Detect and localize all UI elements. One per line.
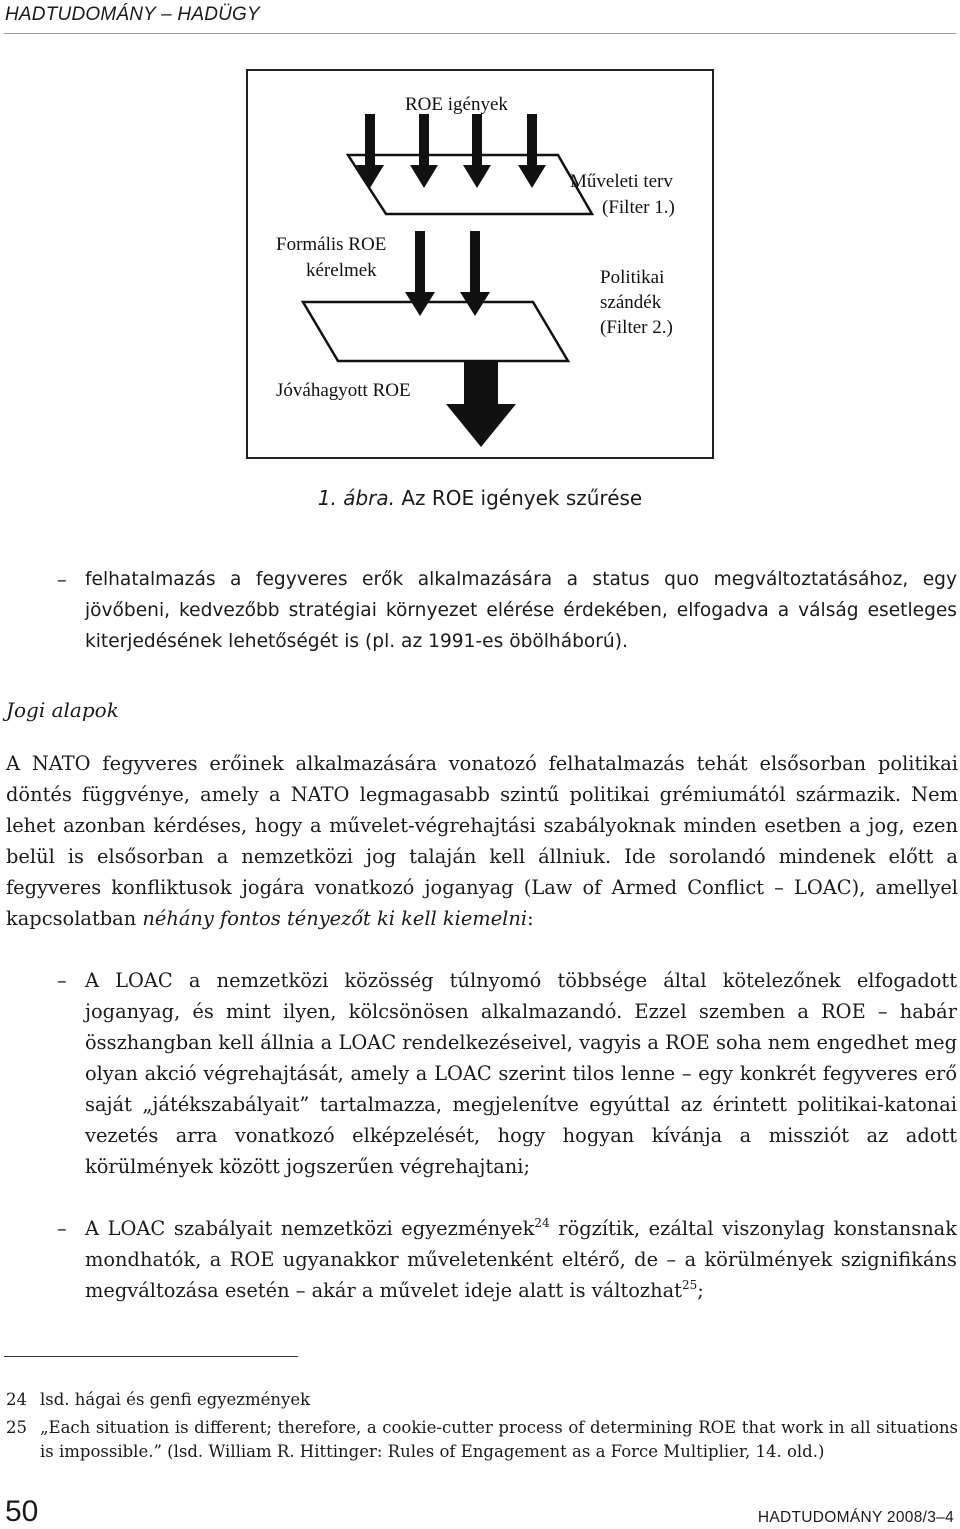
list-item-1: felhatalmazás a fegyveres erők alkalmazására a status quo megváltoztatásához, egy jövőbeni, kedvezőbb stratégiai környezet elérése érdekében, elfogadva a válság esetleges kiterjedésének lehetőségét is (pl. az 1991-es öbölháború). [85, 569, 957, 652]
figure-box [246, 69, 714, 459]
running-head: HADTUDOMÁNY – HADÜGY [5, 4, 260, 25]
label-szandek: szándék [600, 292, 662, 313]
footnote-rule [4, 1356, 298, 1357]
footnote-text: lsd. hágai és genfi egyezmények [40, 1390, 311, 1409]
journal-issue: HADTUDOMÁNY 2008/3–4 [757, 1509, 954, 1526]
item-3-text-a: A LOAC szabályait nemzetközi egyezmények [85, 1217, 535, 1240]
main-paragraph-text: A NATO fegyveres erőinek alkalmazására vonatozó felhatalmazás tehát elsősorban politikai döntés függvénye, amely a NATO legmagasabb szintű politikai grémiumától származik. Nem lehet azonban kérdéses, hogy a művelet-végrehajtási szabályoknak minden esetben a jog, ezen belül is elsősorban a nemzetközi jog talaján kell állniuk. Ide sorolandó mindenek előtt a fegyveres konfliktusok jogára vonatkozó joganyag (Law of Armed Conflict – LOAC), amellyel kapcsolatban [6, 752, 958, 930]
item-3-end: ; [697, 1279, 704, 1302]
label-filter-2: (Filter 2.) [600, 317, 673, 338]
header-rule [4, 33, 956, 34]
page-number: 50 [5, 1495, 39, 1528]
filter-plane-1 [348, 155, 592, 214]
label-formalis-roe: Formális ROE [276, 234, 387, 255]
footnote-number: 25 [6, 1418, 27, 1437]
list-item-3 [85, 1213, 957, 1306]
label-roe-igenyek: ROE igények [405, 94, 508, 115]
footnote-number: 24 [6, 1390, 27, 1409]
footnote-ref-24[interactable]: 24 [534, 1216, 550, 1230]
approved-arrow-icon [446, 361, 516, 447]
footnote-text: „Each situation is different; therefore, a cookie-cutter process of determining ROE that work in all situations is impossible.” (lsd. William R. Hittinger: Rules of Engagement as a Force Multiplier, 14. old.) [40, 1418, 958, 1461]
main-paragraph-emphasis: néhány fontos tényezőt ki kell kiemelni [142, 907, 528, 930]
item-3-text-b: rögzítik, ezáltal viszonylag konstansnak mondhatók, a ROE ugyanakkor műveletenként eltérő, de – a körülmények szignifikáns megváltozása esetén – akár a művelet ideje alatt is változhat [85, 1217, 957, 1302]
filter-plane-2 [303, 302, 568, 361]
list-item-2: A LOAC a nemzetközi közösség túlnyomó többsége által kötelezőnek elfogadott joganyag, és mint ilyen, kölcsönösen alkalmazandó. Ezzel szemben a ROE – habár összhangban kell állnia a LOAC rendelkezéseivel, vagyis a ROE soha nem engedhet meg olyan akció végrehajtását, amely a LOAC szerint tilos lenne – egy konkrét fegyveres erő saját „játékszabályait” tartalmazza, megjelenítve egyúttal az érintett politikai-katonai vezetés arra vonatkozó elképzelését, hogy hogyan kívánja a missziót az adott körülmények között jogszerűen végrehajtani; [85, 969, 957, 1178]
main-paragraph [6, 748, 958, 934]
list-dash: – [57, 568, 67, 591]
list-dash: – [57, 969, 67, 992]
label-kerelmek: kérelmek [306, 260, 377, 281]
section-title: Jogi alapok [6, 698, 119, 722]
label-muveleti-terv: Műveleti terv [570, 171, 673, 192]
caption-number: 1. ábra. [317, 486, 395, 510]
label-politikai: Politikai [600, 267, 665, 288]
list-dash: – [57, 1217, 67, 1240]
figure-caption [0, 486, 960, 510]
label-filter-1: (Filter 1.) [602, 197, 675, 218]
label-jovahagyott-roe: Jóváhagyott ROE [276, 380, 411, 401]
caption-text: Az ROE igények szűrése [401, 486, 643, 510]
main-paragraph-end: : [527, 907, 534, 930]
footnote-ref-25[interactable]: 25 [681, 1278, 698, 1292]
